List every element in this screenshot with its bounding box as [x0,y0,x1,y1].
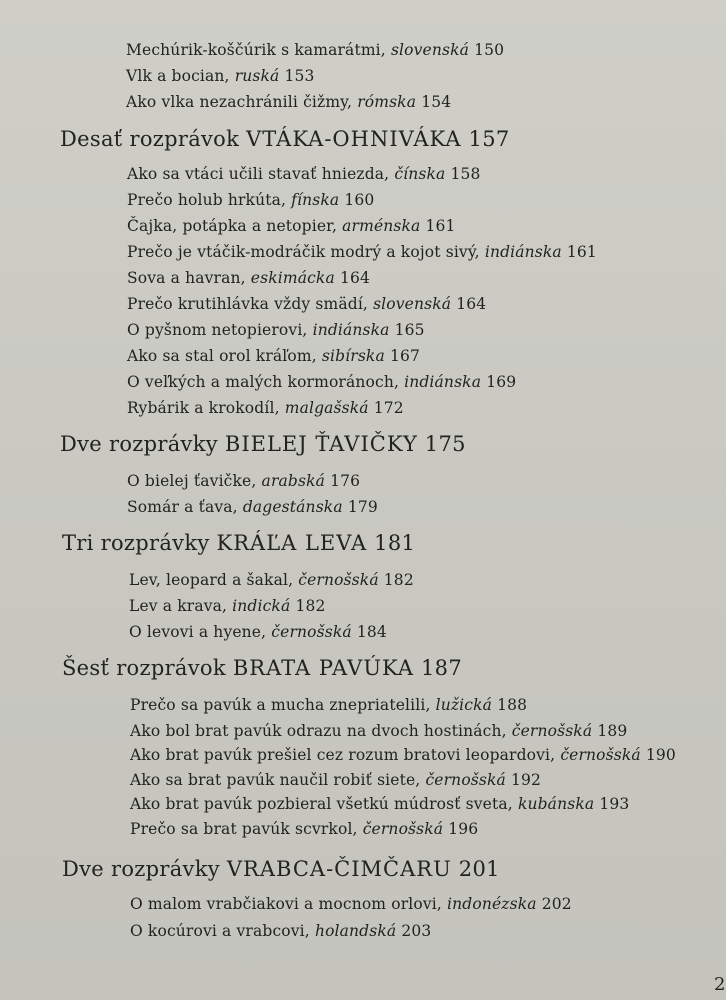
entry-page: 189 [597,722,628,740]
entry-title: Ako brat pavúk prešiel cez rozum bratovi leopardovi, [130,746,556,764]
entry-title: O veľkých a malých kormoránoch, [127,373,400,391]
entry-title: Prečo sa brat pavúk scvrkol, [130,820,358,838]
entry-origin: lužická [435,696,493,714]
entry-title: Ako sa stal orol kráľom, [127,347,317,365]
entry-title: O malom vrabčiakovi a mocnom orlovi, [130,895,442,913]
entry-page: 158 [450,165,481,183]
section-prefix: Desať rozprávok [60,127,240,151]
toc-entry [130,748,676,764]
entry-title: Čajka, potápka a netopier, [127,217,338,235]
toc-entry [127,375,516,391]
section-prefix: Tri rozprávky [62,531,210,555]
entry-title: Ako brat pavúk pozbieral všetkú múdrosť sveta, [130,795,513,813]
entry-page: 192 [511,771,542,789]
toc-entry [126,95,451,111]
toc-entry [127,349,420,365]
entry-title: Lev a krava, [129,597,228,615]
entry-title: Prečo krutihlávka vždy smädí, [127,295,368,313]
section-name: VRABCA-ČIMČARU [226,857,452,881]
section-page: 201 [458,857,500,881]
entry-page: 179 [347,498,378,516]
section-page: 187 [421,656,462,680]
entry-page: 193 [599,795,630,813]
entry-page: 150 [474,41,505,59]
entry-title: Somár a ťava, [127,498,238,516]
entry-page: 160 [344,191,375,209]
entry-origin: indiánska [404,373,482,391]
toc-entry [127,323,425,339]
toc-entry [127,297,486,313]
section-heading [62,859,500,880]
entry-title: Vlk a bocian, [126,67,230,85]
section-heading [62,658,462,679]
section-page: 181 [374,531,416,555]
toc-entry [130,773,541,789]
entry-origin: eskimácka [250,269,335,287]
toc-entry [127,500,378,516]
entry-title: Mechúrik-koščúrik s kamarátmi, [126,41,386,59]
entry-title: Ako bol brat pavúk odrazu na dvoch hostinách, [130,722,507,740]
toc-entry [129,599,325,615]
section-name: BIELEJ ŤAVIČKY [224,432,418,456]
entry-page: 182 [383,571,414,589]
entry-title: Prečo je vtáčik-modráčik modrý a kojot sivý, [127,243,480,261]
entry-origin: indonézska [447,895,537,913]
toc-entry [127,401,404,417]
entry-title: O bielej ťavičke, [127,472,257,490]
toc-entry [127,167,481,183]
toc-entry [126,69,315,85]
entry-origin: kubánska [517,795,595,813]
entry-origin: malgašská [284,399,369,417]
entry-origin: černošská [271,623,352,641]
entry-origin: arménska [342,217,421,235]
toc-entry [129,625,387,641]
entry-origin: rómska [357,93,417,111]
entry-origin: fínska [291,191,340,209]
entry-page: 196 [448,820,479,838]
section-name: BRATA PAVÚKA [232,656,415,680]
entry-title: O levovi a hyene, [129,623,267,641]
entry-origin: černošská [560,746,641,764]
entry-origin: slovenská [373,295,452,313]
entry-origin: černošská [298,571,379,589]
entry-page: 164 [456,295,487,313]
toc-entry [127,219,456,235]
entry-title: Ako vlka nezachránili čižmy, [126,93,353,111]
entry-title: Sova a havran, [127,269,246,287]
corner-page-number: 2 [714,974,726,995]
toc-entry [127,271,370,287]
toc-entry [130,897,572,913]
entry-page: 164 [339,269,370,287]
entry-page: 184 [356,623,387,641]
entry-page: 169 [486,373,517,391]
entry-title: Rybárik a krokodíl, [127,399,280,417]
section-page: 157 [468,127,510,151]
entry-page: 165 [394,321,425,339]
toc-entry [130,698,527,714]
toc-entry [130,724,627,740]
toc-entry [127,193,374,209]
entry-origin: indiánska [484,243,562,261]
section-heading [60,434,466,455]
toc-entry [130,822,478,838]
entry-origin: arabská [261,472,325,490]
entry-origin: dagestánska [242,498,343,516]
section-heading [62,533,415,554]
entry-title: Ako sa vtáci učili stavať hniezda, [127,165,390,183]
entry-page: 176 [330,472,361,490]
toc-entry [130,797,629,813]
entry-origin: čínska [394,165,446,183]
entry-origin: holandská [314,922,397,940]
entry-page: 153 [284,67,315,85]
section-prefix: Dve rozprávky [62,857,220,881]
entry-page: 182 [295,597,326,615]
entry-origin: ruská [234,67,280,85]
section-name: KRÁĽA LEVA [216,531,368,555]
section-page: 175 [424,432,466,456]
toc-entry [129,573,414,589]
section-name: VTÁKA-OHNIVÁKA [246,127,462,151]
entry-origin: indiánska [312,321,390,339]
entry-page: 154 [421,93,452,111]
entry-title: O pyšnom netopierovi, [127,321,308,339]
entry-page: 161 [566,243,597,261]
entry-origin: slovenská [390,41,470,59]
entry-page: 172 [373,399,404,417]
toc-entry [126,43,504,59]
entry-title: Lev, leopard a šakal, [129,571,294,589]
entry-origin: indická [232,597,291,615]
entry-title: Prečo holub hrkúta, [127,191,287,209]
entry-page: 188 [497,696,528,714]
entry-title: Ako sa brat pavúk naučil robiť siete, [130,771,421,789]
toc-entry [127,474,360,490]
section-prefix: Šesť rozprávok [62,656,226,680]
entry-origin: černošská [362,820,444,838]
section-prefix: Dve rozprávky [60,432,218,456]
entry-title: Prečo sa pavúk a mucha znepriatelili, [130,696,431,714]
entry-page: 203 [401,922,432,940]
entry-title: O kocúrovi a vrabcovi, [130,922,310,940]
section-heading [60,129,510,150]
entry-page: 190 [645,746,676,764]
toc-entry [127,245,597,261]
entry-page: 161 [425,217,456,235]
entry-origin: černošská [425,771,506,789]
entry-origin: sibírska [321,347,385,365]
toc-entry [130,924,431,940]
entry-page: 167 [389,347,420,365]
entry-page: 202 [541,895,572,913]
entry-origin: černošská [511,722,593,740]
